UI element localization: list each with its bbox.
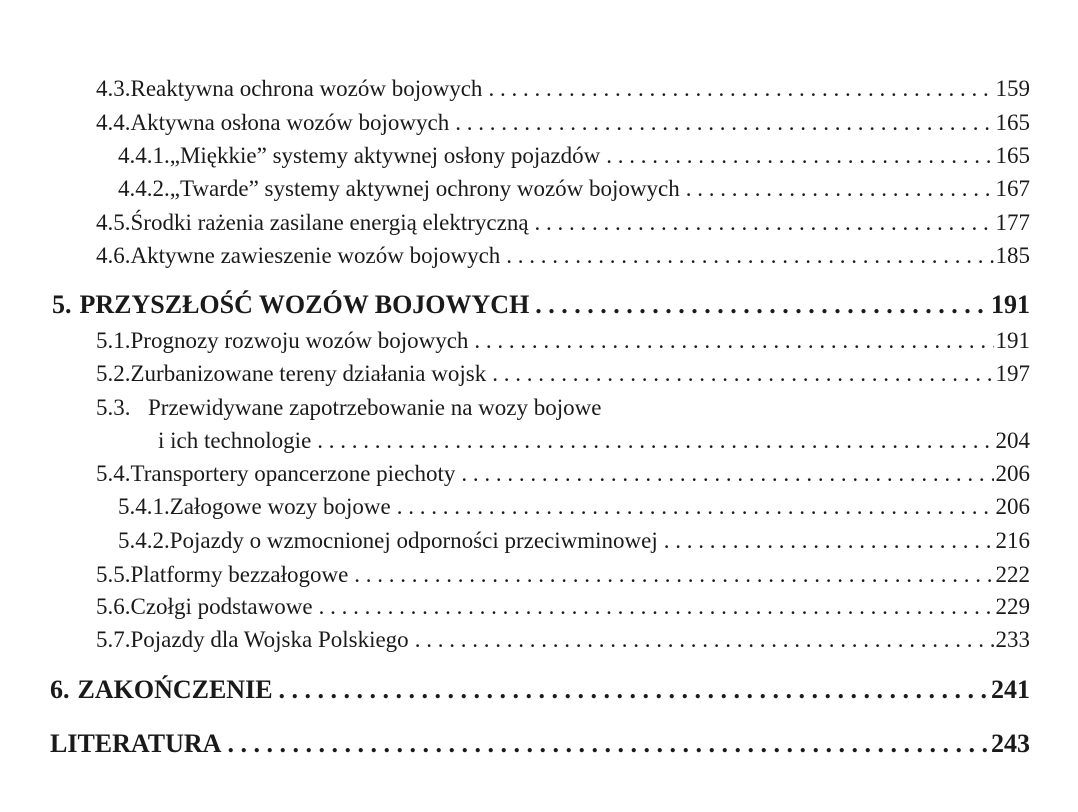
toc-title: Aktywna osłona wozów bojowych — [130, 110, 450, 135]
toc-page-number: 185 — [995, 243, 1030, 268]
leader-dots — [506, 243, 993, 269]
toc-page-number: 177 — [995, 210, 1030, 235]
toc-page-number: 204 — [995, 428, 1030, 453]
toc-entry-4-4-1[interactable] — [118, 143, 1030, 169]
leader-dots — [227, 729, 989, 759]
toc-page-number: 206 — [995, 494, 1030, 519]
toc-page-number: 229 — [995, 594, 1030, 619]
toc-number: 4.4.1. — [118, 143, 170, 168]
leader-dots — [461, 461, 993, 487]
toc-number: 4.4.2. — [118, 176, 170, 201]
leader-dots — [488, 76, 993, 102]
toc-chapter-5[interactable] — [52, 290, 1030, 320]
toc-entry-4-4-2[interactable] — [118, 176, 1030, 202]
toc-number: 6. — [50, 675, 70, 704]
toc-literature[interactable] — [50, 729, 1030, 759]
toc-title: Przewidywane zapotrzebowanie na wozy bojowe — [148, 395, 602, 420]
toc-title: Aktywne zawieszenie wozów bojowych — [130, 243, 501, 268]
leader-dots — [397, 494, 994, 520]
toc-page-number: 222 — [995, 562, 1030, 587]
toc-title: Załogowe wozy bojowe — [169, 494, 391, 519]
leader-dots — [455, 110, 993, 136]
leader-dots — [317, 428, 993, 454]
toc-entry-4-5[interactable] — [96, 210, 1030, 236]
toc-number: 5.6. — [96, 594, 131, 619]
leader-dots — [535, 210, 994, 236]
toc-page-number: 165 — [995, 110, 1030, 135]
toc-title: ZAKOŃCZENIE — [77, 675, 273, 704]
toc-number: 5.2. — [96, 361, 131, 386]
toc-title: „Miękkie” systemy aktywnej osłony pojazdów — [169, 143, 601, 168]
toc-number: 4.6. — [96, 243, 131, 268]
toc-page-number: 197 — [995, 361, 1030, 386]
toc-title: Reaktywna ochrona wozów bojowych — [130, 76, 483, 101]
toc-number: 5.4. — [96, 461, 131, 486]
toc-title: Transportery opancerzone piechoty — [130, 461, 456, 486]
toc-number: 4.5. — [96, 210, 131, 235]
toc-page-number: 159 — [995, 76, 1030, 101]
toc-title: Pojazdy o wzmocnionej odporności przeciwminowej — [169, 528, 658, 553]
toc-entry-5-3-first-line[interactable] — [96, 395, 601, 421]
toc-number: 5.5. — [96, 562, 131, 587]
leader-dots — [474, 328, 993, 354]
toc-entry-5-1[interactable] — [96, 328, 1030, 354]
toc-title: Prognozy rozwoju wozów bojowych — [130, 328, 469, 353]
toc-entry-4-3[interactable] — [96, 76, 1030, 102]
toc-title: Czołgi podstawowe — [130, 594, 313, 619]
toc-number: 5.1. — [96, 328, 131, 353]
leader-dots — [686, 176, 994, 202]
toc-page-number: 165 — [995, 143, 1030, 168]
toc-entry-5-6[interactable] — [96, 594, 1030, 620]
leader-dots — [606, 143, 993, 169]
toc-page-number: 241 — [991, 675, 1030, 704]
toc-chapter-6[interactable] — [50, 675, 1030, 705]
toc-page-number: 191 — [995, 328, 1030, 353]
toc-entry-4-6[interactable] — [96, 243, 1030, 269]
toc-number: 4.4. — [96, 110, 131, 135]
toc-entry-5-4-1[interactable] — [118, 494, 1030, 520]
toc-number: 5.7. — [96, 627, 131, 652]
toc-number: 5.3. — [96, 395, 131, 420]
leader-dots — [535, 290, 989, 320]
toc-title: Platformy bezzałogowe — [130, 562, 349, 587]
leader-dots — [354, 562, 993, 588]
toc-page-number: 216 — [995, 528, 1030, 553]
toc-number: 4.3. — [96, 76, 131, 101]
toc-number: 5.4.2. — [118, 528, 170, 553]
toc-page-number: 243 — [991, 729, 1030, 758]
toc-title-continued: i ich technologie — [158, 428, 312, 453]
toc-number: 5.4.1. — [118, 494, 170, 519]
toc-entry-5-7[interactable] — [96, 627, 1030, 653]
toc-entry-5-4-2[interactable] — [118, 528, 1030, 554]
toc-page-number: 167 — [995, 176, 1030, 201]
toc-entry-5-2[interactable] — [96, 361, 1030, 387]
toc-page-number: 206 — [995, 461, 1030, 486]
toc-entry-5-5[interactable] — [96, 562, 1030, 588]
toc-number: 5. — [52, 290, 72, 319]
toc-entry-5-3[interactable] — [158, 428, 1030, 454]
toc-entry-4-4[interactable] — [96, 110, 1030, 136]
leader-dots — [319, 594, 994, 620]
toc-title: LITERATURA — [50, 729, 222, 758]
toc-title: Pojazdy dla Wojska Polskiego — [130, 627, 409, 652]
toc-page-number: 191 — [991, 290, 1030, 319]
leader-dots — [492, 361, 993, 387]
toc-title: PRZYSZŁOŚĆ WOZÓW BOJOWYCH — [79, 290, 530, 319]
leader-dots — [279, 675, 989, 705]
toc-page-number: 233 — [995, 627, 1030, 652]
leader-dots — [415, 627, 994, 653]
toc-title: Zurbanizowane tereny działania wojsk — [130, 361, 487, 386]
toc-entry-5-4[interactable] — [96, 461, 1030, 487]
leader-dots — [664, 528, 994, 554]
toc-title: Środki rażenia zasilane energią elektryczną — [130, 210, 529, 235]
toc-title: „Twarde” systemy aktywnej ochrony wozów bojowych — [169, 176, 680, 201]
